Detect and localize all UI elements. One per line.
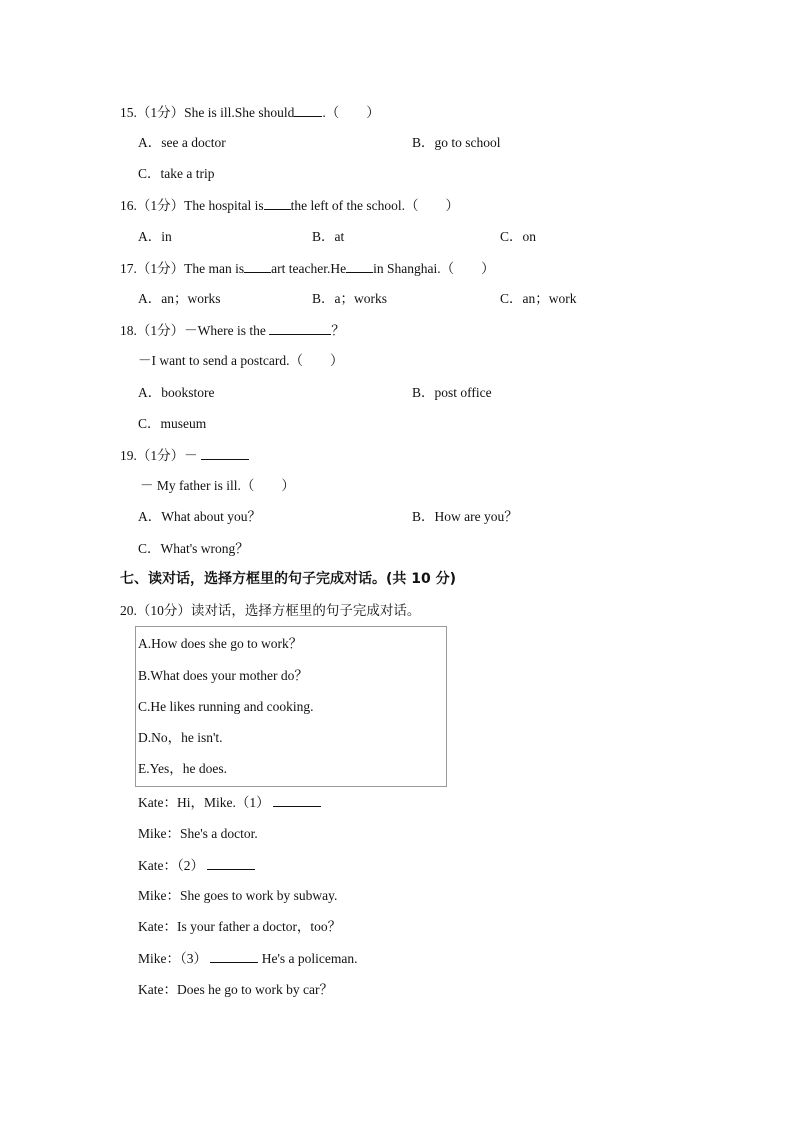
answer-blank (264, 196, 291, 210)
box-sentence-a: A.How does she go to work？ (138, 636, 303, 651)
question-15-stem: 15.（1分）She is ill.She should .（ ） (120, 105, 380, 120)
question-19-option-a: A．What about you？ (138, 509, 261, 524)
answer-blank (346, 259, 373, 273)
answer-blank (294, 103, 322, 117)
question-15-option-c: C．take a trip (138, 166, 215, 181)
question-17-option-a: A．an；works (138, 291, 221, 306)
dialogue-line-2: Mike：She's a doctor. (138, 826, 258, 841)
question-18-option-c: C．museum (138, 416, 207, 431)
box-sentence-b: B.What does your mother do？ (138, 668, 308, 683)
question-18-option-b: B．post office (412, 385, 492, 400)
answer-blank (273, 793, 321, 807)
question-16-option-b: B．at (312, 229, 345, 244)
question-15-option-a: A．see a doctor (138, 135, 226, 150)
answer-blank (244, 259, 271, 273)
question-16-option-c: C．on (500, 229, 537, 244)
question-18-line2: －I want to send a postcard.（ ） (138, 353, 344, 368)
dialogue-line-7: Kate：Does he go to work by car？ (138, 982, 333, 997)
answer-blank (210, 949, 258, 963)
question-16-option-a: A．in (138, 229, 172, 244)
question-18-option-a: A．bookstore (138, 385, 215, 400)
answer-blank (207, 856, 255, 870)
question-19-stem: 19.（1分）－ (120, 446, 249, 465)
dialogue-line-4: Mike：She goes to work by subway. (138, 888, 338, 903)
question-15-option-b: B．go to school (412, 135, 501, 150)
dialogue-line-6: Mike：（3） He's a policeman. (138, 951, 358, 966)
question-17-stem: 17.（1分）The man is art teacher.He in Shanghai.（ ） (120, 261, 495, 276)
question-18-stem: 18.（1分）－Where is the ？ (120, 323, 345, 338)
dialogue-line-5: Kate：Is your father a doctor，too？ (138, 919, 342, 934)
question-17-option-c: C．an；work (500, 291, 577, 306)
box-sentence-e: E.Yes，he does. (138, 761, 228, 776)
question-19-option-c: C．What's wrong？ (138, 541, 249, 556)
question-19-option-b: B．How are you？ (412, 509, 518, 524)
box-sentence-c: C.He likes running and cooking. (138, 699, 314, 714)
question-20-stem: 20.（10分）读对话，选择方框里的句子完成对话。 (120, 603, 421, 618)
dialogue-line-3: Kate：（2） (138, 856, 255, 875)
answer-blank (201, 446, 249, 460)
dialogue-line-1: Kate：Hi，Mike.（1） (138, 793, 321, 812)
answer-blank (269, 321, 331, 335)
question-16-stem: 16.（1分）The hospital is the left of the school.（ ） (120, 198, 459, 213)
question-19-line2: － My father is ill.（ ） (140, 478, 295, 493)
question-17-option-b: B．a；works (312, 291, 387, 306)
section-heading: 七、读对话，选择方框里的句子完成对话。(共 10 分) (120, 571, 457, 587)
box-sentence-d: D.No，he isn't. (138, 730, 223, 745)
